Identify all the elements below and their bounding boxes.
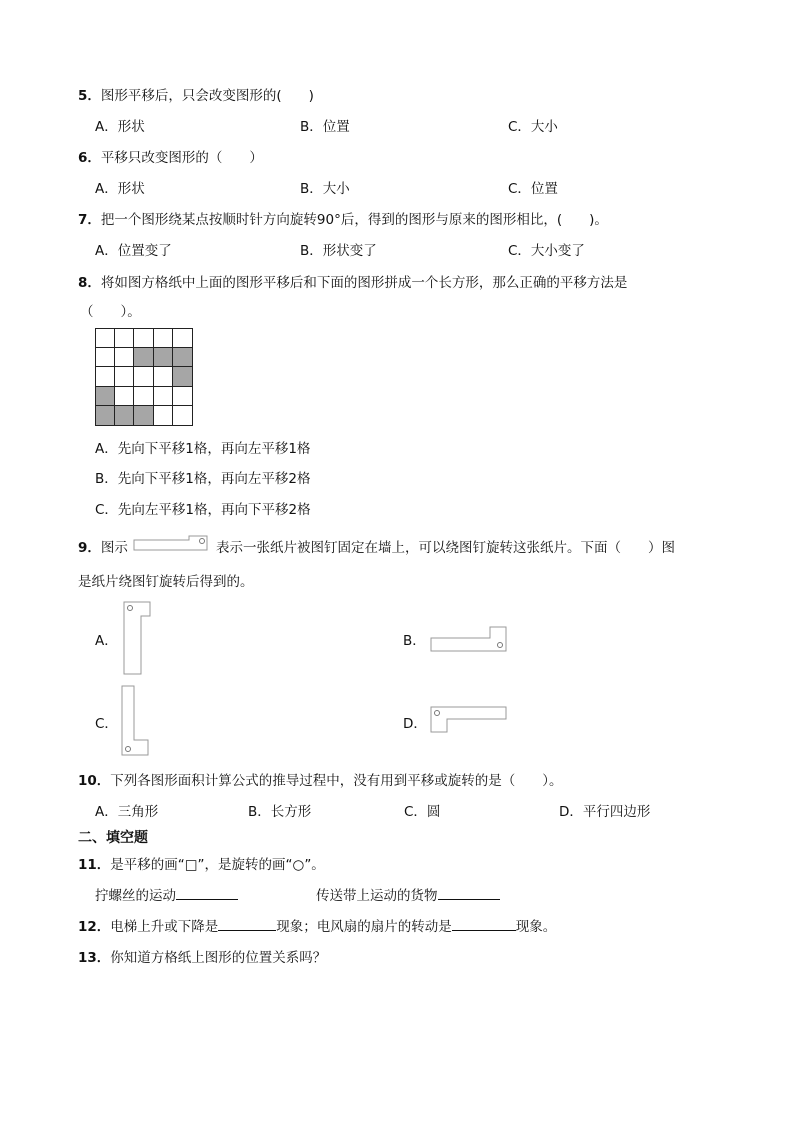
- grid-cell: [115, 367, 135, 387]
- paper-rotated-b-icon[interactable]: [428, 624, 510, 654]
- question-text-part3: 现象。: [515, 919, 557, 935]
- question-11: [78, 853, 325, 873]
- q7-option-b[interactable]: B．形状变了: [300, 243, 377, 259]
- q10-option-d[interactable]: D．平行四边形: [559, 804, 651, 820]
- question-13: [78, 946, 326, 966]
- grid-cell-shaded: [134, 348, 154, 368]
- paper-rotated-d-icon[interactable]: [428, 704, 510, 734]
- question-10: [78, 769, 563, 789]
- answer-blank[interactable]: [452, 930, 516, 931]
- q9-option-c[interactable]: C．: [95, 716, 118, 732]
- question-text: 下列各图形面积计算公式的推导过程中，没有用到平移或旋转的是（ ）。: [110, 773, 563, 789]
- question-text: 将如图方格纸中上面的图形平移后和下面的图形拼成一个长方形，那么正确的平移方法是: [100, 275, 628, 291]
- question-number: 6．: [78, 150, 101, 166]
- item-label: 传送带上运动的货物: [316, 888, 438, 904]
- answer-blank[interactable]: [218, 930, 276, 931]
- q10-option-c[interactable]: C．圆: [404, 804, 441, 820]
- grid-cell: [115, 328, 135, 348]
- grid-cell: [154, 406, 174, 426]
- square-grid-figure: [95, 328, 193, 426]
- q5-option-c[interactable]: C．大小: [508, 119, 558, 135]
- grid-cell: [154, 328, 174, 348]
- grid-cell: [154, 387, 174, 407]
- question-9: [78, 536, 128, 556]
- q11-item-1: [95, 884, 238, 904]
- question-text-part1: 电梯上升或下降是: [110, 919, 219, 935]
- question-9-line2: 是纸片绕图钉旋转后得到的。: [78, 574, 254, 590]
- question-text-pre: 图示: [100, 540, 128, 556]
- grid-cell-shaded: [95, 406, 115, 426]
- section-title: 二、填空题: [78, 830, 148, 846]
- paper-strip-icon: [131, 532, 211, 554]
- q10-option-a[interactable]: A．三角形: [95, 804, 159, 820]
- q6-option-c[interactable]: C．位置: [508, 181, 558, 197]
- paper-rotated-a-icon[interactable]: [120, 600, 154, 678]
- grid-cell: [134, 328, 154, 348]
- question-number: 9．: [78, 540, 101, 556]
- question-text: 平移只改变图形的（ ）: [100, 150, 263, 166]
- paper-rotated-c-icon[interactable]: [118, 684, 152, 758]
- q5-option-b[interactable]: B．位置: [300, 119, 350, 135]
- question-9-text-post: 表示一张纸片被图钉固定在墙上，可以绕图钉旋转这张纸片。下面（ ）图: [216, 540, 675, 556]
- question-text: 图形平移后，只会改变图形的( ): [100, 88, 314, 104]
- q7-option-c[interactable]: C．大小变了: [508, 243, 585, 259]
- grid-cell: [115, 348, 135, 368]
- q5-option-a[interactable]: A．形状: [95, 119, 145, 135]
- grid-cell-shaded: [115, 406, 135, 426]
- q10-option-b[interactable]: B．长方形: [248, 804, 312, 820]
- grid-cell: [95, 348, 115, 368]
- question-text: 你知道方格纸上图形的位置关系吗？: [110, 950, 327, 966]
- question-5: [78, 84, 314, 104]
- q6-option-a[interactable]: A．形状: [95, 181, 145, 197]
- question-number: 5．: [78, 88, 101, 104]
- question-7: [78, 208, 608, 228]
- question-6: [78, 146, 263, 166]
- q9-option-d[interactable]: D．: [403, 716, 427, 732]
- question-text: 是平移的画“□”，是旋转的画“○”。: [110, 857, 325, 873]
- grid-cell: [95, 328, 115, 348]
- q6-option-b[interactable]: B．大小: [300, 181, 350, 197]
- question-number: 11．: [78, 857, 111, 873]
- grid-cell: [173, 406, 193, 426]
- question-8-line2: （ ）。: [80, 304, 141, 320]
- grid-cell-shaded: [173, 367, 193, 387]
- question-number: 12．: [78, 919, 111, 935]
- grid-cell-shaded: [134, 406, 154, 426]
- answer-blank[interactable]: [176, 899, 238, 900]
- question-12: [78, 915, 556, 935]
- question-text-part2: 现象；电风扇的扇片的转动是: [276, 919, 452, 935]
- grid-cell-shaded: [95, 387, 115, 407]
- q8-option-a[interactable]: A．先向下平移1格，再向左平移1格: [95, 441, 311, 457]
- grid-cell: [134, 387, 154, 407]
- question-8: [78, 271, 627, 291]
- answer-blank[interactable]: [438, 899, 500, 900]
- grid-cell: [95, 367, 115, 387]
- grid-cell: [115, 387, 135, 407]
- grid-cell: [134, 367, 154, 387]
- question-number: 7．: [78, 212, 101, 228]
- grid-cell-shaded: [173, 348, 193, 368]
- q8-option-b[interactable]: B．先向下平移1格，再向左平移2格: [95, 471, 311, 487]
- question-text: 把一个图形绕某点按顺时针方向旋转90°后，得到的图形与原来的图形相比，( )。: [100, 212, 608, 228]
- question-number: 8．: [78, 275, 101, 291]
- q8-option-c[interactable]: C．先向左平移1格，再向下平移2格: [95, 502, 311, 518]
- question-number: 13．: [78, 950, 111, 966]
- item-label: 拧螺丝的运动: [95, 888, 176, 904]
- q7-option-a[interactable]: A．位置变了: [95, 243, 172, 259]
- q11-item-2: [316, 884, 500, 904]
- grid-cell: [154, 367, 174, 387]
- q9-option-a[interactable]: A．: [95, 633, 118, 649]
- q9-option-b[interactable]: B．: [403, 633, 426, 649]
- grid-cell: [173, 387, 193, 407]
- question-number: 10．: [78, 773, 111, 789]
- grid-cell: [173, 328, 193, 348]
- grid-cell-shaded: [154, 348, 174, 368]
